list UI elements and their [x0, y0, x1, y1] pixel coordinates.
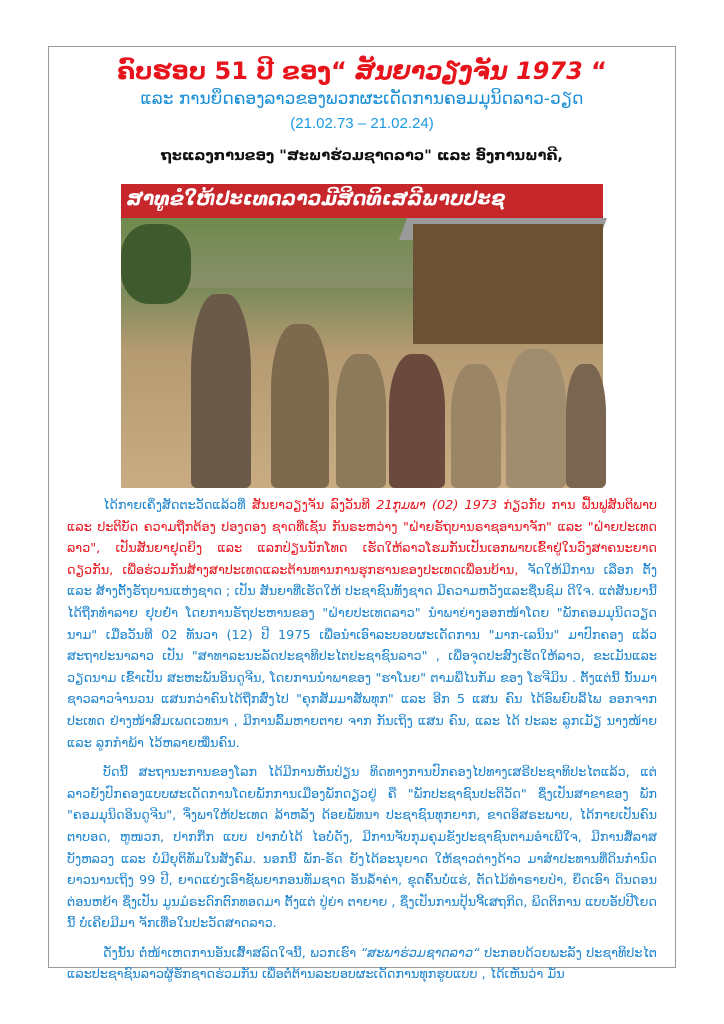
- photo-child: [336, 354, 386, 488]
- text-segment: 21ກຸມພາ (02) 1973: [376, 498, 498, 513]
- title-italic-text: ສັນຍາວຽງຈັນ 1973: [355, 57, 583, 85]
- statement-heading: ຖະແລງການຂອງ "ສະພາຮ່ວມຊາດລາວ" ແລະ ອົງການພາຄີ,: [161, 148, 563, 164]
- photo-tree: [121, 224, 191, 304]
- text-segment: ປະກອບດ້ວຍພະລັງ ປະຊາທິປະໄຕ ແລະປະຊາຊົນລາວຜູ້ຮັກຊາດຮ່ວມກັນ ເພື່ອຕໍ່ຕ້ານລະບອບຜະເດັດການທຸກຮູບແບບ , ໄດ້ເຫັນວ່າ ມັນ: [67, 945, 657, 983]
- page-title: [49, 57, 675, 85]
- photo-child: [191, 294, 251, 488]
- photo-child: [271, 324, 329, 488]
- text-segment: ສັນຍາວຽງຈັນ ລົງວັນທີ: [251, 498, 377, 513]
- subtitle: ແລະ ການຍຶດຄອງລາວຂອງພວກຜະເດັດການຄອມມຸນິດລາວ-ວຽດ: [140, 89, 584, 109]
- paragraph: [67, 943, 657, 986]
- text-segment: ກ່ຽວກັບ ການ ຟື້ນຟູສັນຕິພາບ ແລະ ປະຕິບັດ ຄວາມຖືກຕ້ອງ ປອງດອງ ຊາດທີ່ເຊັນ ກັນຣະຫວ່າງ "ຝ່າຍຣັຖບານຣາຊອານາຈັກ" ແລະ "ຝ່າຍປະເທດ ລາວ", ເປັນສັນຍາຢຸດຍິງ ແລະ ແລກປ່ຽນນັກໂທດ ເຮັດໃຫ້ລາວໂຮມກັນເປັນເອກພາບເຂົ້າຢູ່ໃນວົງສາຄນະຍາດ ດຽວກັນ, ເພື່ອຮ່ວມກັນສ້າງສາປະເທດແລະຕ້ານທານການຮຸກຮານຂອງປະເທດເພື່ອນບ້ານ,: [67, 498, 657, 578]
- document-page: [48, 46, 676, 983]
- paragraph: [67, 495, 657, 754]
- text-segment: ໄດ້ກາຍເຄິ່ງສັດຕະວັດແລ້ວທີ່: [103, 498, 252, 513]
- photo-child: [566, 364, 606, 488]
- photo-child: [389, 354, 445, 488]
- statement-body: [67, 495, 657, 994]
- photo-children: [121, 184, 603, 488]
- date-range: (21.02.73 – 21.02.24): [290, 115, 434, 132]
- photo-child: [451, 364, 501, 488]
- paragraph: [67, 762, 657, 935]
- text-segment: ບັດນີ້ ສະຖານະການຂອງໂລກ ໄດ້ມີການຫັນປ່ຽນ ທິດທາງການປົກຄອງໄປທາງເສຣີປະຊາທິປະໄຕແລ້ວ, ແຕ່ ລາວຍັງປົກຄອງແບບຜະເດັດການໂດຍພັກການເມືອງພັກດຽວຢູ່ ຄື "ພັກປະຊາຊົນປະຕິວັດ" ຊຶ່ງເປັນສາຂາຂອງ ພັກ "ຄອມມຸນິດອິນດູຈີນ", ຈຶ່ງພາໃຫ້ປະເທດ ລ້າຫລັງ ດ້ອຍພັທນາ ປະຊາຊົນທຸກຍາກ, ຂາດອິສຣະພາບ, ໄດ້ກາຍເປັນຄົນຕາບອດ, ຫູໜວກ, ປາກກືກ ແບບ ປາກບໍ່ໄດ້ ໄອບໍ່ດັງ, ມີການຈັບກຸມຄຸມຂັງປະຊາຊົນຕາມອຳເພີໃຈ, ມີການສໍ້ລາສບັງຫລວງ ແລະ ບໍ່ມີຍຸຕິທັມໃນສັງຄົມ. ນອກນີ້ ພັກ-ຣັດ ຍັງໄດ້ອະນຸຍາດ ໃຫ້ຊາວຕ່າງດ້າວ ມາສຳປະທານທີ່ດິນກຳນົດຍາວນານເຖິງ 99 ປີ, ຍາດແຍ່ງເອົາຊັພຍາກອນທັມຊາດ ອັນລ້ຳຄ່າ, ຂຸດຄົ້ນບໍ່ແຮ່, ຕັດໄມ້ທຳຣາຍປ່າ, ຍຶດເອົາ ດິນດອນຕ່ອນຫຍ້າ ຊຶ່ງເປັນ ມູນມໍຣະດົກຕົກທອດມາ ຕັ້ງແຕ່ ປູ່ຍ່າ ຕາຍາຍ , ຊຶ່ງເປັນການປຸ້ນຈີ້ເສຖກິດ, ພິດຕິການ ແບບອັປປີໂຍດນີ້ ບໍ່ເຄີຍມີມາ ຈັກເທື່ອໃນປະວັດສາດລາວ.: [67, 765, 657, 932]
- text-segment: ດັ່ງນັ້ນ ຕໍ່ໜ້າເຫດການອັນເສົ້າສລົດໃຈນີ້, ພວກເຮົາ: [103, 945, 361, 961]
- photo-child: [506, 349, 566, 488]
- photo-house: [413, 224, 603, 344]
- title-text: ຄົບຮອບ 51 ປີ ຂອງ“: [117, 57, 347, 85]
- text-segment: “ສະພາຮ່ວມຊາດລາວ“: [360, 945, 480, 961]
- text-segment: ຈັດໃຫ້ມີການ ເລືອກ ຕັ້ງ ແລະ ສ້າງຕັ້ງຣັຖບານແຫ່ງຊາດ ; ເປັນ ສັນຍາທີ່ເຮັດໃຫ້ ປະຊາຊົນທັງຊາດ ມີຄວາມຫວັງແລະຊື່ນຊົມ ດີໃຈ. ແຕ່ສັນຍານີ້ ໄດ້ຖືກທຳລາຍ ຢຸບຢ່ຳ ໂດຍການຣັຖປະຫານຂອງ "ຝ່າຍປະເທດລາວ" ນຳພາຍ່າງອອກໜ້າໂດຍ "ພັກຄອມມຸນິດວຽດນາມ" ເມື່ອວັນທີ 02 ທັນວາ (12) ປີ 1975 ເພື່ອນຳເອົາລະບອບຜະເດັດການ "ມາກ-ເລນິນ" ມາປົກຄອງ ແລ້ວສະຖາປະນາລາວ ເປັນ "ສາທາລະນະລັດປະຊາທິປະໄຕປະຊາຊົນລາວ" , ເພື່ອຈຸດປະສົງເຮັດໃຫ້ລາວ, ຂະເມັນແລະວຽດນາມ ເຂົ້າເປັນ ສະຫະພັນອິນດູຈີນ, ໂດຍການນຳພາຂອງ "ຮາໂນຍ" ຕາມພືໄນກັມ ຂອງ ໂຮຈີມິນ . ຕັ້ງແຕ່ນີ້ ນັ້ນມາ ຊາວລາວຈຳນວນ ແສນກວ່າຄົນໄດ້ຖືກສົ່ງໄປ "ຄຸກສັມມາສັພທຸກ" ແລະ ອີກ 5 ແສນ ຄົນ ໄດ້ອົພຍົບລີ້ໄພ ອອກຈາກປະເທດ ຢ່າງໜ້າສົມເພດເວທນາ , ມີການລົ້ມຫາຍຕາຍ ຈາກ ກັນເຖິງ ແສນ ຄົນ, ແລະ ໄດ້ ປະລະ ລູກເມັຽ ນາງໜ້າຍ ແລະ ລູກກຳພ້າ ໄວ້ຫລາຍໝື່ນຄົນ.: [67, 562, 657, 751]
- photo-banner: ສາທູຂໍໃຫ້ປະເທດລາວມີສິດທິເສລີພາບປະຊ: [121, 184, 603, 218]
- title-quote: “: [591, 57, 607, 85]
